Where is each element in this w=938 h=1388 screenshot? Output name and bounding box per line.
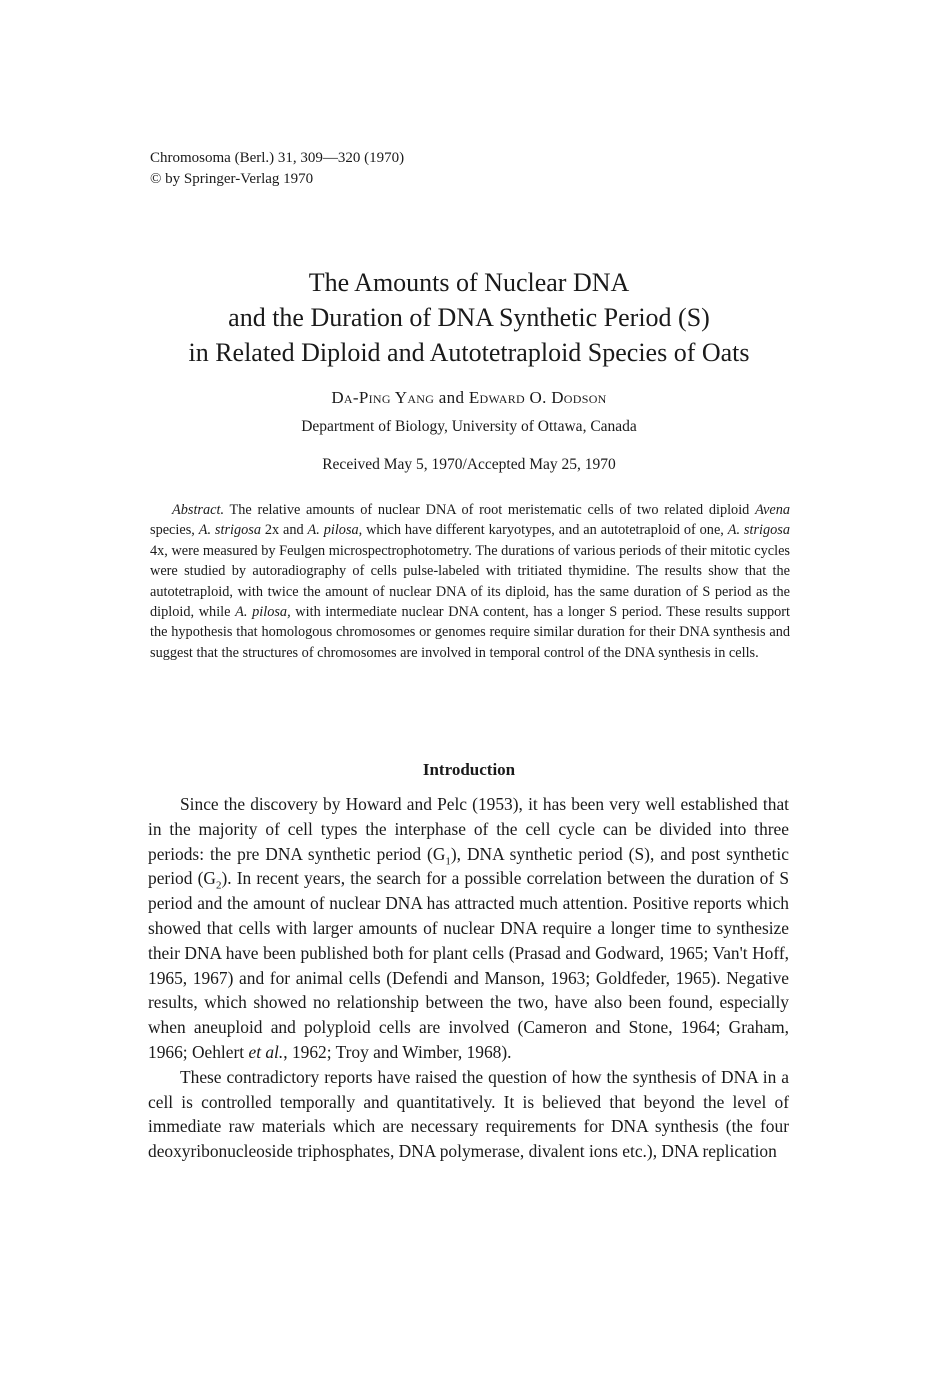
abstract-species-3: A. strigosa — [727, 522, 790, 539]
abstract-text-2: species, — [150, 522, 199, 539]
authors-line — [100, 388, 838, 408]
subscript-g1: 1 — [445, 855, 451, 868]
journal-citation: Chromosoma (Berl.) 31, 309—320 (1970) — [150, 150, 405, 166]
title-line-2: and the Duration of DNA Synthetic Period (S) — [228, 303, 710, 332]
abstract-text-5: 4x, were measured by Feulgen microspectrophotometry. The durations of various periods of their mitotic cycles were studied by autoradiography of cells pulse-labeled with tritiated thymidine. The results show that the autotetraploid, with twice the amount of nuclear DNA of its diploid, has the same duration of S period as the diploid, while — [150, 542, 790, 621]
title-line-1: The Amounts of Nuclear DNA — [308, 268, 630, 297]
subscript-g2: 2 — [215, 879, 222, 892]
author-2: Edward O. Dodson — [468, 388, 607, 407]
intro-et-al: et al. — [248, 1041, 284, 1062]
abstract-text-4: which have different karyotypes, and an autotetraploid of one, — [362, 522, 728, 539]
title-line-3: in Related Diploid and Autotetraploid Species of Oats — [188, 338, 750, 367]
intro-text-1a: Since the discovery by Howard and Pelc (1953), it has been very well established that in the majority of cell types the interphase of the cell cycle can be divided into three periods: the pre DNA synthetic period (G — [148, 794, 789, 864]
abstract-text-1: The relative amounts of nuclear DNA of root meristematic cells of two related diploid — [224, 502, 756, 518]
copyright-line: © by Springer-Verlag 1970 — [150, 171, 314, 187]
abstract-label: Abstract. — [172, 502, 225, 518]
intro-text-1d: , 1962; Troy and Wimber, 1968). — [283, 1041, 512, 1062]
abstract — [150, 500, 790, 663]
introduction-body — [148, 792, 789, 1164]
abstract-text-3: 2x and — [261, 522, 308, 539]
affiliation: Department of Biology, University of Ottawa, Canada — [301, 418, 637, 435]
abstract-species-2: A. pilosa, — [307, 522, 363, 539]
section-heading-introduction: Introduction — [422, 760, 516, 779]
abstract-species-1: A. strigosa — [198, 522, 261, 539]
abstract-species-4: A. pilosa, — [235, 604, 291, 621]
abstract-genus: Avena — [755, 502, 790, 518]
received-dates: Received May 5, 1970/Accepted May 25, 1970 — [322, 456, 616, 473]
introduction-paragraph-1 — [148, 792, 789, 1065]
author-1: Da-Ping Yang — [331, 388, 435, 407]
introduction-paragraph-2: These contradictory reports have raised the question of how the synthesis of DNA in a cell is controlled temporally and quantitatively. It is believed that beyond the level of immediate raw materials which are necessary requirements for DNA synthesis (the four deoxyribonucleoside triphosphates, DNA polymerase, divalent ions etc.), DNA replication — [148, 1066, 789, 1162]
intro-text-1c: ). In recent years, the search for a possible correlation between the duration of S period and the amount of nuclear DNA has attracted much attention. Positive reports which showed that cells with larger amounts of nuclear DNA require a longer time to synthesize their DNA have been published both for plant cells (Prasad and Godward, 1965; Van't Hoff, 1965, 1967) and for animal cells (Defendi and Manson, 1963; Goldfeder, 1965). Negative results, which showed no relationship between the two, have also been found, especially when aneuploid and polyploid cells are involved (Cameron and Stone, 1964; Graham, 1966; Oehlert — [148, 868, 789, 1062]
abstract-text-6: with intermediate nuclear DNA content, has a longer S period. These results support the hypothesis that homologous chromosomes or genomes require similar duration for their DNA synthesis and suggest that the structures of chromosomes are involved in temporal control of the DNA synthesis in cells. — [150, 604, 790, 661]
author-conjunction: and — [438, 388, 465, 407]
intro-text-1b: ), DNA synthetic period (S), and post synthetic period (G — [148, 843, 789, 889]
